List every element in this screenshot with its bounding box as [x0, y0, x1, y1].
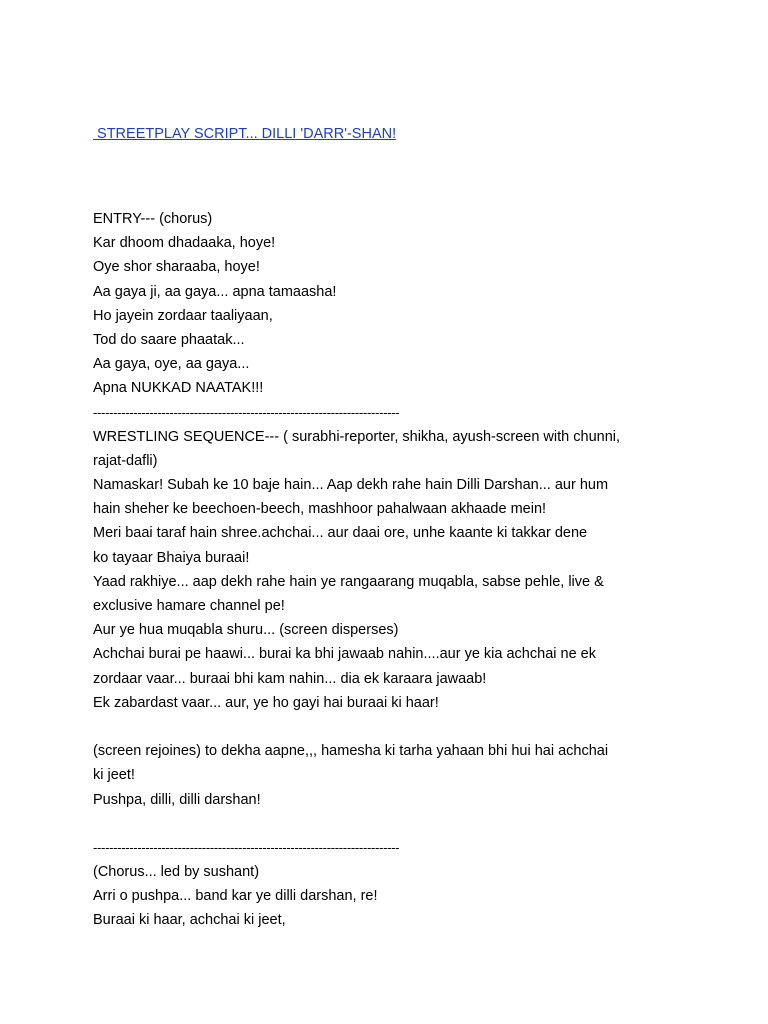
script-line: exclusive hamare channel pe!: [93, 598, 285, 614]
script-line: Meri baai taraf hain shree.achchai... aur daai ore, unhe kaante ki takkar dene: [93, 525, 588, 542]
blank-line: [93, 812, 693, 836]
script-line: zordaar vaar... buraai bhi kam nahin... dia ek karaara jawaab!: [93, 670, 487, 687]
document-body: [93, 207, 693, 933]
script-line: Ho jayein zordaar taaliyaan,: [93, 307, 273, 324]
script-line: Tod do saare phaatak...: [93, 331, 245, 348]
script-line: (screen rejoines) to dekha aapne,,, hamesha ki tarha yahaan bhi hui hai achchai: [93, 743, 609, 760]
script-line: Aur ye hua muqabla shuru... (screen disperses): [93, 622, 399, 639]
section-divider: ----------------------------------------------------------------------------: [93, 404, 400, 420]
script-line: hain sheher ke beechoen-beech, mashhoor pahalwaan akhaade mein!: [93, 501, 547, 518]
script-line: ko tayaar Bhaiya buraai!: [93, 549, 250, 566]
section-divider: ----------------------------------------------------------------------------: [93, 839, 400, 855]
script-line: Pushpa, dilli, dilli darshan!: [93, 791, 261, 808]
script-line: Ek zabardast vaar... aur, ye ho gayi hai buraai ki haar!: [93, 694, 439, 711]
script-line: Kar dhoom dhadaaka, hoye!: [93, 235, 276, 252]
script-line: Yaad rakhiye... aap dekh rahe hain ye rangaarang muqabla, sabse pehle, live &: [93, 573, 604, 590]
script-line: rajat-dafli): [93, 452, 158, 469]
script-line: (Chorus... led by sushant): [93, 864, 260, 881]
script-line: Buraai ki haar, achchai ki jeet,: [93, 912, 286, 929]
script-line: Apna NUKKAD NAATAK!!!: [93, 380, 264, 397]
blank-line: [93, 715, 693, 739]
script-line: Oye shor sharaaba, hoye!: [93, 259, 260, 276]
script-line: Arri o pushpa... band kar ye dilli darshan, re!: [93, 888, 378, 905]
script-line: ENTRY--- (chorus): [93, 211, 213, 227]
script-line: WRESTLING SEQUENCE--- ( surabhi-reporter, shikha, ayush-screen with chunni,: [93, 428, 621, 445]
script-line: Aa gaya ji, aa gaya... apna tamaasha!: [93, 283, 337, 300]
script-line: ki jeet!: [93, 767, 135, 784]
script-line: Aa gaya, oye, aa gaya...: [93, 356, 250, 373]
script-line: Namaskar! Subah ke 10 baje hain... Aap dekh rahe hain Dilli Darshan... aur hum: [93, 477, 609, 494]
script-line: Achchai burai pe haawi... burai ka bhi jawaab nahin....aur ye kia achchai ne ek: [93, 646, 596, 663]
document-title-link[interactable]: STREETPLAY SCRIPT... DILLI 'DARR'-SHAN!: [93, 126, 397, 142]
